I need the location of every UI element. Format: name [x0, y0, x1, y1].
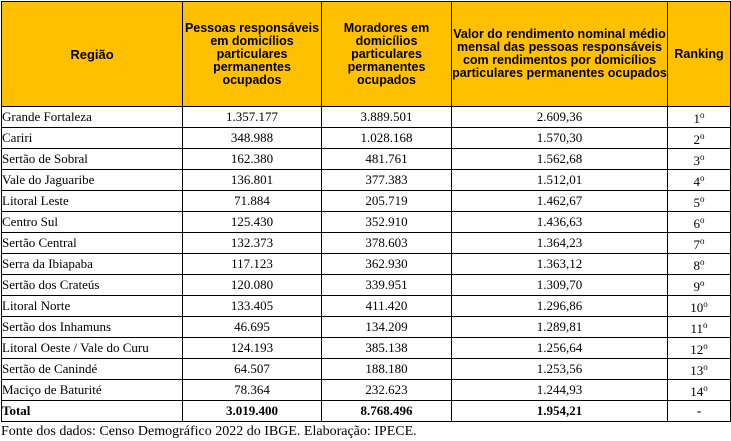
cell-pessoas: 348.988 [183, 128, 322, 149]
table-row [2, 338, 731, 359]
rank-ordinal: o [700, 236, 705, 246]
cell-rendimento: 1.289,81 [452, 317, 668, 338]
cell-total-pessoas: 3.019.400 [183, 401, 322, 422]
header-ranking: Ranking [668, 2, 731, 107]
cell-ranking [668, 380, 731, 401]
header-pessoas: Pessoas responsáveis em domicílios particulares permanentes ocupados [183, 2, 322, 107]
header-regiao: Região [2, 2, 183, 107]
cell-ranking [668, 254, 731, 275]
cell-regiao: Vale do Jaguaribe [2, 170, 183, 191]
rank-number: 13 [690, 363, 704, 378]
table-header-row [2, 2, 731, 107]
cell-moradores: 3.889.501 [322, 107, 452, 128]
rank-number: 2 [693, 132, 700, 147]
cell-moradores: 378.603 [322, 233, 452, 254]
cell-rendimento: 1.309,70 [452, 275, 668, 296]
cell-ranking [668, 317, 731, 338]
cell-pessoas: 117.123 [183, 254, 322, 275]
cell-pessoas: 64.507 [183, 359, 322, 380]
header-rendimento: Valor do rendimento nominal médio mensal das pessoas responsáveis com rendimentos por domicílios particulares permanentes ocupados [452, 2, 668, 107]
cell-rendimento: 1.436,63 [452, 212, 668, 233]
cell-pessoas: 133.405 [183, 296, 322, 317]
cell-ranking [668, 191, 731, 212]
income-ranking-table [1, 1, 731, 422]
cell-rendimento: 1.364,23 [452, 233, 668, 254]
cell-moradores: 481.761 [322, 149, 452, 170]
cell-moradores: 362.930 [322, 254, 452, 275]
table-row [2, 380, 731, 401]
table-row [2, 149, 731, 170]
cell-rendimento: 1.256,64 [452, 338, 668, 359]
table-row [2, 275, 731, 296]
cell-ranking [668, 233, 731, 254]
cell-rendimento: 1.512,01 [452, 170, 668, 191]
rank-ordinal: o [703, 341, 708, 351]
cell-ranking [668, 359, 731, 380]
rank-ordinal: o [700, 152, 705, 162]
cell-rendimento: 2.609,36 [452, 107, 668, 128]
rank-number: 7 [693, 237, 700, 252]
cell-rendimento: 1.244,93 [452, 380, 668, 401]
cell-regiao: Serra da Ibiapaba [2, 254, 183, 275]
rank-ordinal: o [703, 320, 708, 330]
table-row [2, 317, 731, 338]
cell-pessoas: 136.801 [183, 170, 322, 191]
cell-rendimento: 1.363,12 [452, 254, 668, 275]
cell-rendimento: 1.562,68 [452, 149, 668, 170]
cell-regiao: Sertão de Sobral [2, 149, 183, 170]
cell-regiao: Sertão Central [2, 233, 183, 254]
cell-rendimento: 1.253,56 [452, 359, 668, 380]
cell-ranking [668, 170, 731, 191]
cell-regiao: Cariri [2, 128, 183, 149]
cell-ranking [668, 275, 731, 296]
rank-number: 9 [693, 279, 700, 294]
cell-moradores: 411.420 [322, 296, 452, 317]
cell-pessoas: 162.380 [183, 149, 322, 170]
rank-ordinal: o [703, 383, 708, 393]
rank-ordinal: o [700, 110, 705, 120]
rank-ordinal: o [703, 362, 708, 372]
cell-pessoas: 46.695 [183, 317, 322, 338]
cell-moradores: 352.910 [322, 212, 452, 233]
cell-regiao: Litoral Norte [2, 296, 183, 317]
rank-ordinal: o [703, 299, 708, 309]
cell-ranking [668, 149, 731, 170]
table-row [2, 107, 731, 128]
cell-regiao: Grande Fortaleza [2, 107, 183, 128]
cell-ranking [668, 107, 731, 128]
cell-pessoas: 125.430 [183, 212, 322, 233]
cell-pessoas: 78.364 [183, 380, 322, 401]
cell-ranking [668, 212, 731, 233]
cell-rendimento: 1.296,86 [452, 296, 668, 317]
table-row [2, 128, 731, 149]
cell-ranking [668, 296, 731, 317]
rank-ordinal: o [700, 194, 705, 204]
cell-moradores: 377.383 [322, 170, 452, 191]
cell-total-label: Total [2, 401, 183, 422]
cell-regiao: Litoral Oeste / Vale do Curu [2, 338, 183, 359]
cell-moradores: 205.719 [322, 191, 452, 212]
cell-moradores: 134.209 [322, 317, 452, 338]
rank-ordinal: o [700, 278, 705, 288]
cell-pessoas: 1.357.177 [183, 107, 322, 128]
table-total-row [2, 401, 731, 422]
table-body [2, 107, 731, 422]
header-moradores: Moradores em domicílios particulares permanentes ocupados [322, 2, 452, 107]
rank-number: 1 [693, 111, 700, 126]
cell-pessoas: 124.193 [183, 338, 322, 359]
table-row [2, 212, 731, 233]
rank-number: 4 [693, 174, 700, 189]
rank-number: 8 [693, 258, 700, 273]
cell-regiao: Centro Sul [2, 212, 183, 233]
table-row [2, 191, 731, 212]
rank-ordinal: o [700, 173, 705, 183]
rank-number: 14 [690, 384, 704, 399]
cell-total-moradores: 8.768.496 [322, 401, 452, 422]
cell-regiao: Sertão de Canindé [2, 359, 183, 380]
rank-ordinal: o [700, 215, 705, 225]
table-row [2, 359, 731, 380]
cell-ranking [668, 128, 731, 149]
table-row [2, 170, 731, 191]
cell-rendimento: 1.462,67 [452, 191, 668, 212]
cell-total-ranking: - [668, 401, 731, 422]
rank-number: 11 [690, 321, 704, 336]
cell-pessoas: 132.373 [183, 233, 322, 254]
cell-regiao: Litoral Leste [2, 191, 183, 212]
cell-regiao: Maciço de Baturité [2, 380, 183, 401]
cell-regiao: Sertão dos Inhamuns [2, 317, 183, 338]
rank-ordinal: o [700, 131, 705, 141]
cell-moradores: 339.951 [322, 275, 452, 296]
cell-ranking [668, 338, 731, 359]
rank-number: 12 [690, 342, 704, 357]
cell-total-rendimento: 1.954,21 [452, 401, 668, 422]
cell-pessoas: 71.884 [183, 191, 322, 212]
cell-moradores: 232.623 [322, 380, 452, 401]
cell-moradores: 385.138 [322, 338, 452, 359]
cell-rendimento: 1.570,30 [452, 128, 668, 149]
rank-number: 10 [690, 300, 704, 315]
rank-number: 3 [693, 153, 700, 168]
cell-moradores: 1.028.168 [322, 128, 452, 149]
cell-moradores: 188.180 [322, 359, 452, 380]
table-row [2, 254, 731, 275]
rank-number: 5 [693, 195, 700, 210]
table-row [2, 233, 731, 254]
rank-ordinal: o [700, 257, 705, 267]
rank-number: 6 [693, 216, 700, 231]
cell-regiao: Sertão dos Crateús [2, 275, 183, 296]
cell-pessoas: 120.080 [183, 275, 322, 296]
source-note: Fonte dos dados: Censo Demográfico 2022 do IBGE. Elaboração: IPECE. [1, 424, 417, 439]
table-row [2, 296, 731, 317]
